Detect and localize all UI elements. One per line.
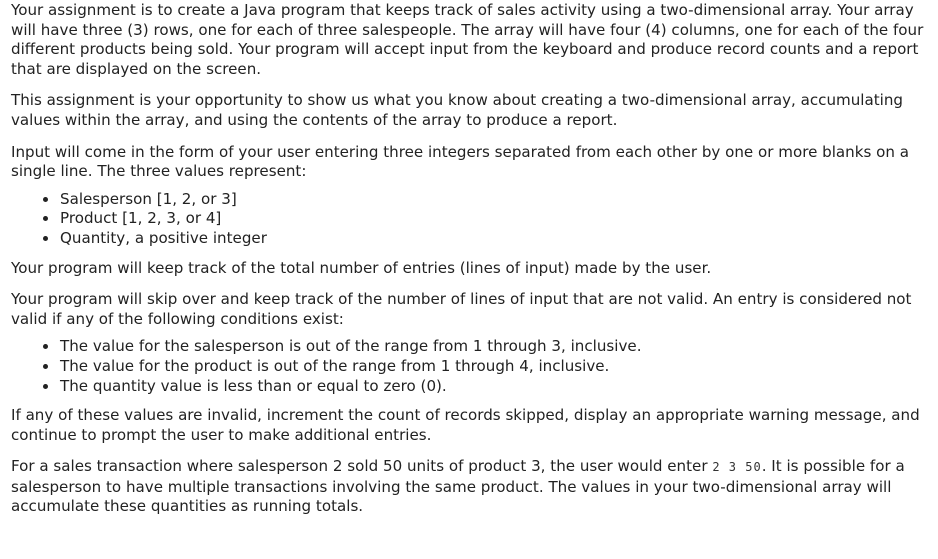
invalid-input-paragraph: Your program will skip over and keep track of the number of lines of input that are not valid. An entry is considered not valid if any of the following conditions exist: <box>11 290 912 328</box>
example-text-before: For a sales transaction where salesperson 2 sold 50 units of product 3, the user would enter <box>11 457 713 476</box>
entry-count-paragraph: Your program will keep track of the total number of entries (lines of input) made by the user. <box>11 258 712 277</box>
input-format-paragraph: Input will come in the form of your user entering three integers separated from each other by one or more blanks on a single line. The three values represent: <box>11 142 909 181</box>
intro-paragraph: Your assignment is to create a Java program that keeps track of sales activity using a two-dimensional array. Your array will have three (3) rows, one for each of three salespeople. The array will have four (4) columns, one for each of the four different products being sold. Your program will accept input from the keyboard and produce record counts and a report that are displayed on the screen. <box>11 1 924 78</box>
list-item-product-range: • The value for the product is out of the range from 1 through 4, inclusive. <box>59 357 927 377</box>
invalid-conditions-list <box>11 337 927 396</box>
purpose-paragraph: This assignment is your opportunity to show us what you know about creating a two-dimensional array, accumulating values within the array, and using the contents of the array to produce a report. <box>11 91 903 129</box>
list-item-salesperson-range: • The value for the salesperson is out of the range from 1 through 3, inclusive. <box>59 337 927 357</box>
input-values-list <box>11 190 927 249</box>
list-item-quantity: • Quantity, a positive integer <box>59 229 927 249</box>
invalid-handling-paragraph: If any of these values are invalid, increment the count of records skipped, display an appropriate warning message, and continue to prompt the user to make additional entries. <box>11 406 920 444</box>
example-paragraph <box>11 457 927 517</box>
list-item-quantity-check: • The quantity value is less than or equal to zero (0). <box>59 377 927 397</box>
list-item-product: • Product [1, 2, 3, or 4] <box>59 209 927 229</box>
example-input-code: 2 3 50 <box>712 460 762 475</box>
example-text-after: . It is possible for a salesperson to have multiple transactions involving the same product. The values in your two-dimensional array will accumulate these quantities as running totals. <box>11 457 905 516</box>
list-item-salesperson: • Salesperson [1, 2, or 3] <box>59 190 927 210</box>
